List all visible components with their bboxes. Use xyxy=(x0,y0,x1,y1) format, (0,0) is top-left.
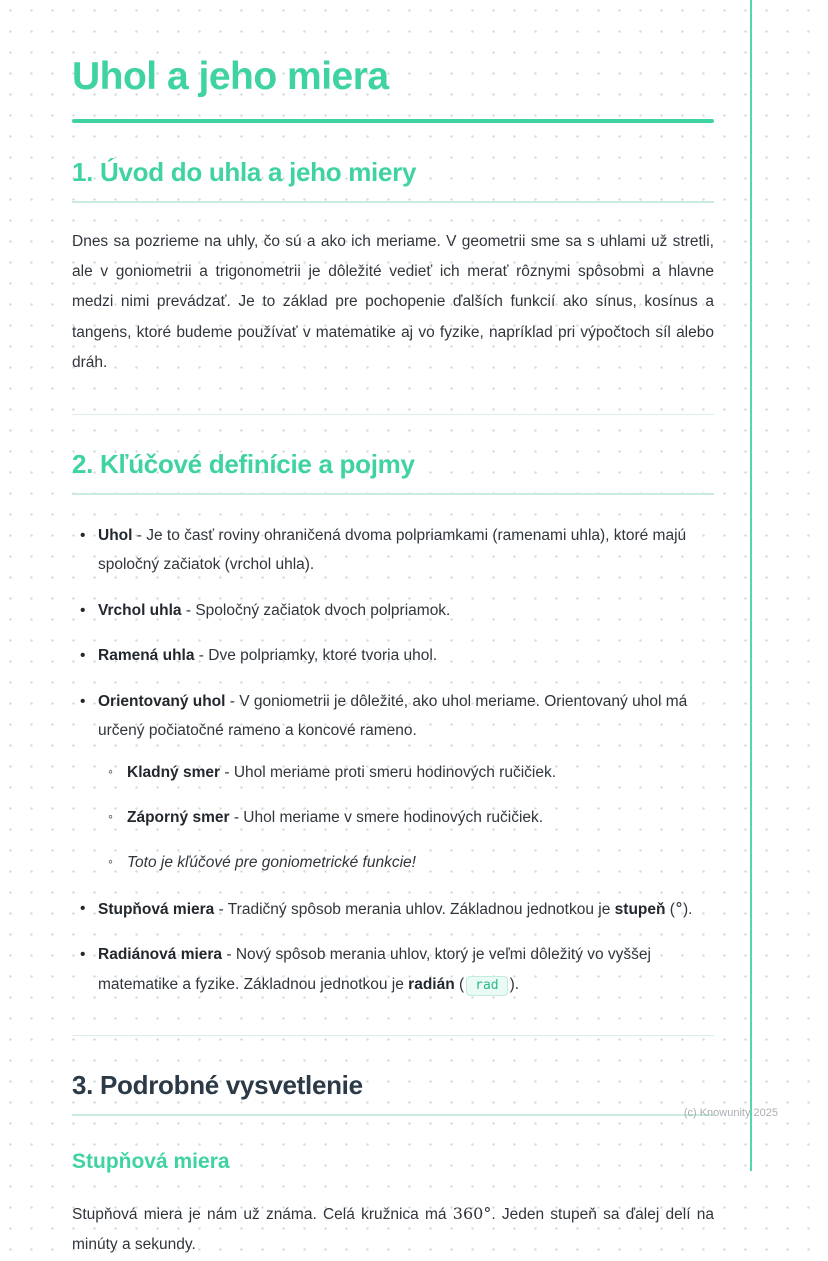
section-3-divider xyxy=(72,1114,714,1116)
definition-item-stupnova-miera xyxy=(80,894,714,924)
definition-item-radianova-miera xyxy=(80,940,714,999)
paren-close: ). xyxy=(509,975,520,993)
sub-definition-item-zaporny-smer xyxy=(108,803,714,832)
section-1-divider xyxy=(72,201,714,203)
term-separator: - xyxy=(225,692,240,710)
term-label: Uhol xyxy=(98,526,133,544)
section-heading-1: 1. Úvod do uhla a jeho miery xyxy=(72,156,417,187)
term-label: Vrchol uhla xyxy=(98,601,182,619)
section-1-paragraph: Dnes sa pozrieme na uhly, čo sú a ako ich meriame. V geometrii sme sa s uhlami už stretli, ale v goniometrii a trigonometrii je dôležité vedieť ich merať rôznymi spôsobmi a hlavne medzi nimi prevádzať. Je to základ pre pochopenie ďalších funkcií ako sínus, kosínus a tangens, ktoré budeme používať v matematike aj vo fyzike, napríklad pri výpočtoch síl alebo dráh. xyxy=(72,232,714,371)
title-divider xyxy=(72,119,714,123)
page-title: Uhol a jeho miera xyxy=(72,55,389,98)
term-separator: - xyxy=(229,809,244,827)
code-badge-rad: rad xyxy=(466,976,507,996)
term-separator: - xyxy=(132,526,147,544)
subsection-heading-stupnova-miera: Stupňová miera xyxy=(72,1150,230,1174)
inline-bold-stupen: stupeň xyxy=(614,900,666,918)
definition-text: Tradičný spôsob merania uhlov. Základnou jednotkou je xyxy=(227,900,615,918)
paragraph-text: . Jeden stupeň sa ďalej delí na minúty a sekundy. xyxy=(72,1206,714,1254)
paragraph-text: Stupňová miera je nám už známa. Celá kružnica má xyxy=(72,1206,453,1224)
definitions-list xyxy=(72,521,714,999)
document-content xyxy=(72,56,714,1261)
paren-open: ( xyxy=(665,900,675,918)
section-heading-3: 3. Podrobné vysvetlenie xyxy=(72,1070,363,1101)
section-separator xyxy=(72,1035,714,1036)
definition-text: V goniometrii je dôležité, ako uhol meriame. Orientovaný uhol má určený počiatočné rameno a koncové rameno. xyxy=(98,692,688,740)
definition-item-orientovany-uhol xyxy=(80,687,714,878)
term-label: Radiánová miera xyxy=(98,946,223,964)
term-separator: - xyxy=(181,601,196,619)
section-separator xyxy=(72,414,714,415)
definition-item-ramena-uhla xyxy=(80,641,714,670)
page-edge-accent-line xyxy=(750,0,752,1171)
sub-definitions-list xyxy=(98,758,714,878)
definition-text: Dve polpriamky, ktoré tvoria uhol. xyxy=(208,647,438,665)
math-360-degrees: 360° xyxy=(452,1204,492,1224)
definition-text: Je to časť roviny ohraničená dvoma polpriamkami (ramenami uhla), ktoré majú spoločný začiatok (vrchol uhla). xyxy=(98,526,687,574)
term-label: Kladný smer xyxy=(127,763,221,781)
inline-bold-radian: radián xyxy=(408,975,455,993)
definition-item-uhol xyxy=(80,521,714,580)
definition-text: Spoločný začiatok dvoch polpriamok. xyxy=(195,601,451,619)
section-heading-2: 2. Kľúčové definície a pojmy xyxy=(72,448,415,479)
definition-item-vrchol-uhla xyxy=(80,596,714,625)
term-label: Záporný smer xyxy=(127,809,230,827)
sub-definition-item-kladny-smer xyxy=(108,758,714,787)
definition-text: Uhol meriame v smere hodinových ručičiek. xyxy=(243,809,544,827)
definition-text: Uhol meriame proti smeru hodinových ručičiek. xyxy=(233,763,557,781)
footer-credit: (c) Knowunity 2025 xyxy=(683,1107,778,1119)
degree-symbol: ° xyxy=(674,898,683,918)
definition-text: Nový spôsob merania uhlov, ktorý je veľmi dôležitý vo vyššej matematike a fyzike. Základnou jednotkou je xyxy=(98,946,651,993)
sub-definition-note xyxy=(108,848,714,877)
term-separator: - xyxy=(214,900,228,918)
emphasis-note: Toto je kľúčové pre goniometrické funkcie! xyxy=(127,854,416,872)
paren-close: ). xyxy=(682,900,693,918)
term-separator: - xyxy=(194,647,209,665)
term-label: Ramená uhla xyxy=(98,647,195,665)
section-3-paragraph xyxy=(72,1198,714,1260)
paren-open: ( xyxy=(454,975,465,993)
term-label: Orientovaný uhol xyxy=(98,692,226,710)
term-separator: - xyxy=(220,763,234,781)
section-2-divider xyxy=(72,493,714,495)
term-separator: - xyxy=(222,946,236,964)
term-label: Stupňová miera xyxy=(98,900,215,918)
